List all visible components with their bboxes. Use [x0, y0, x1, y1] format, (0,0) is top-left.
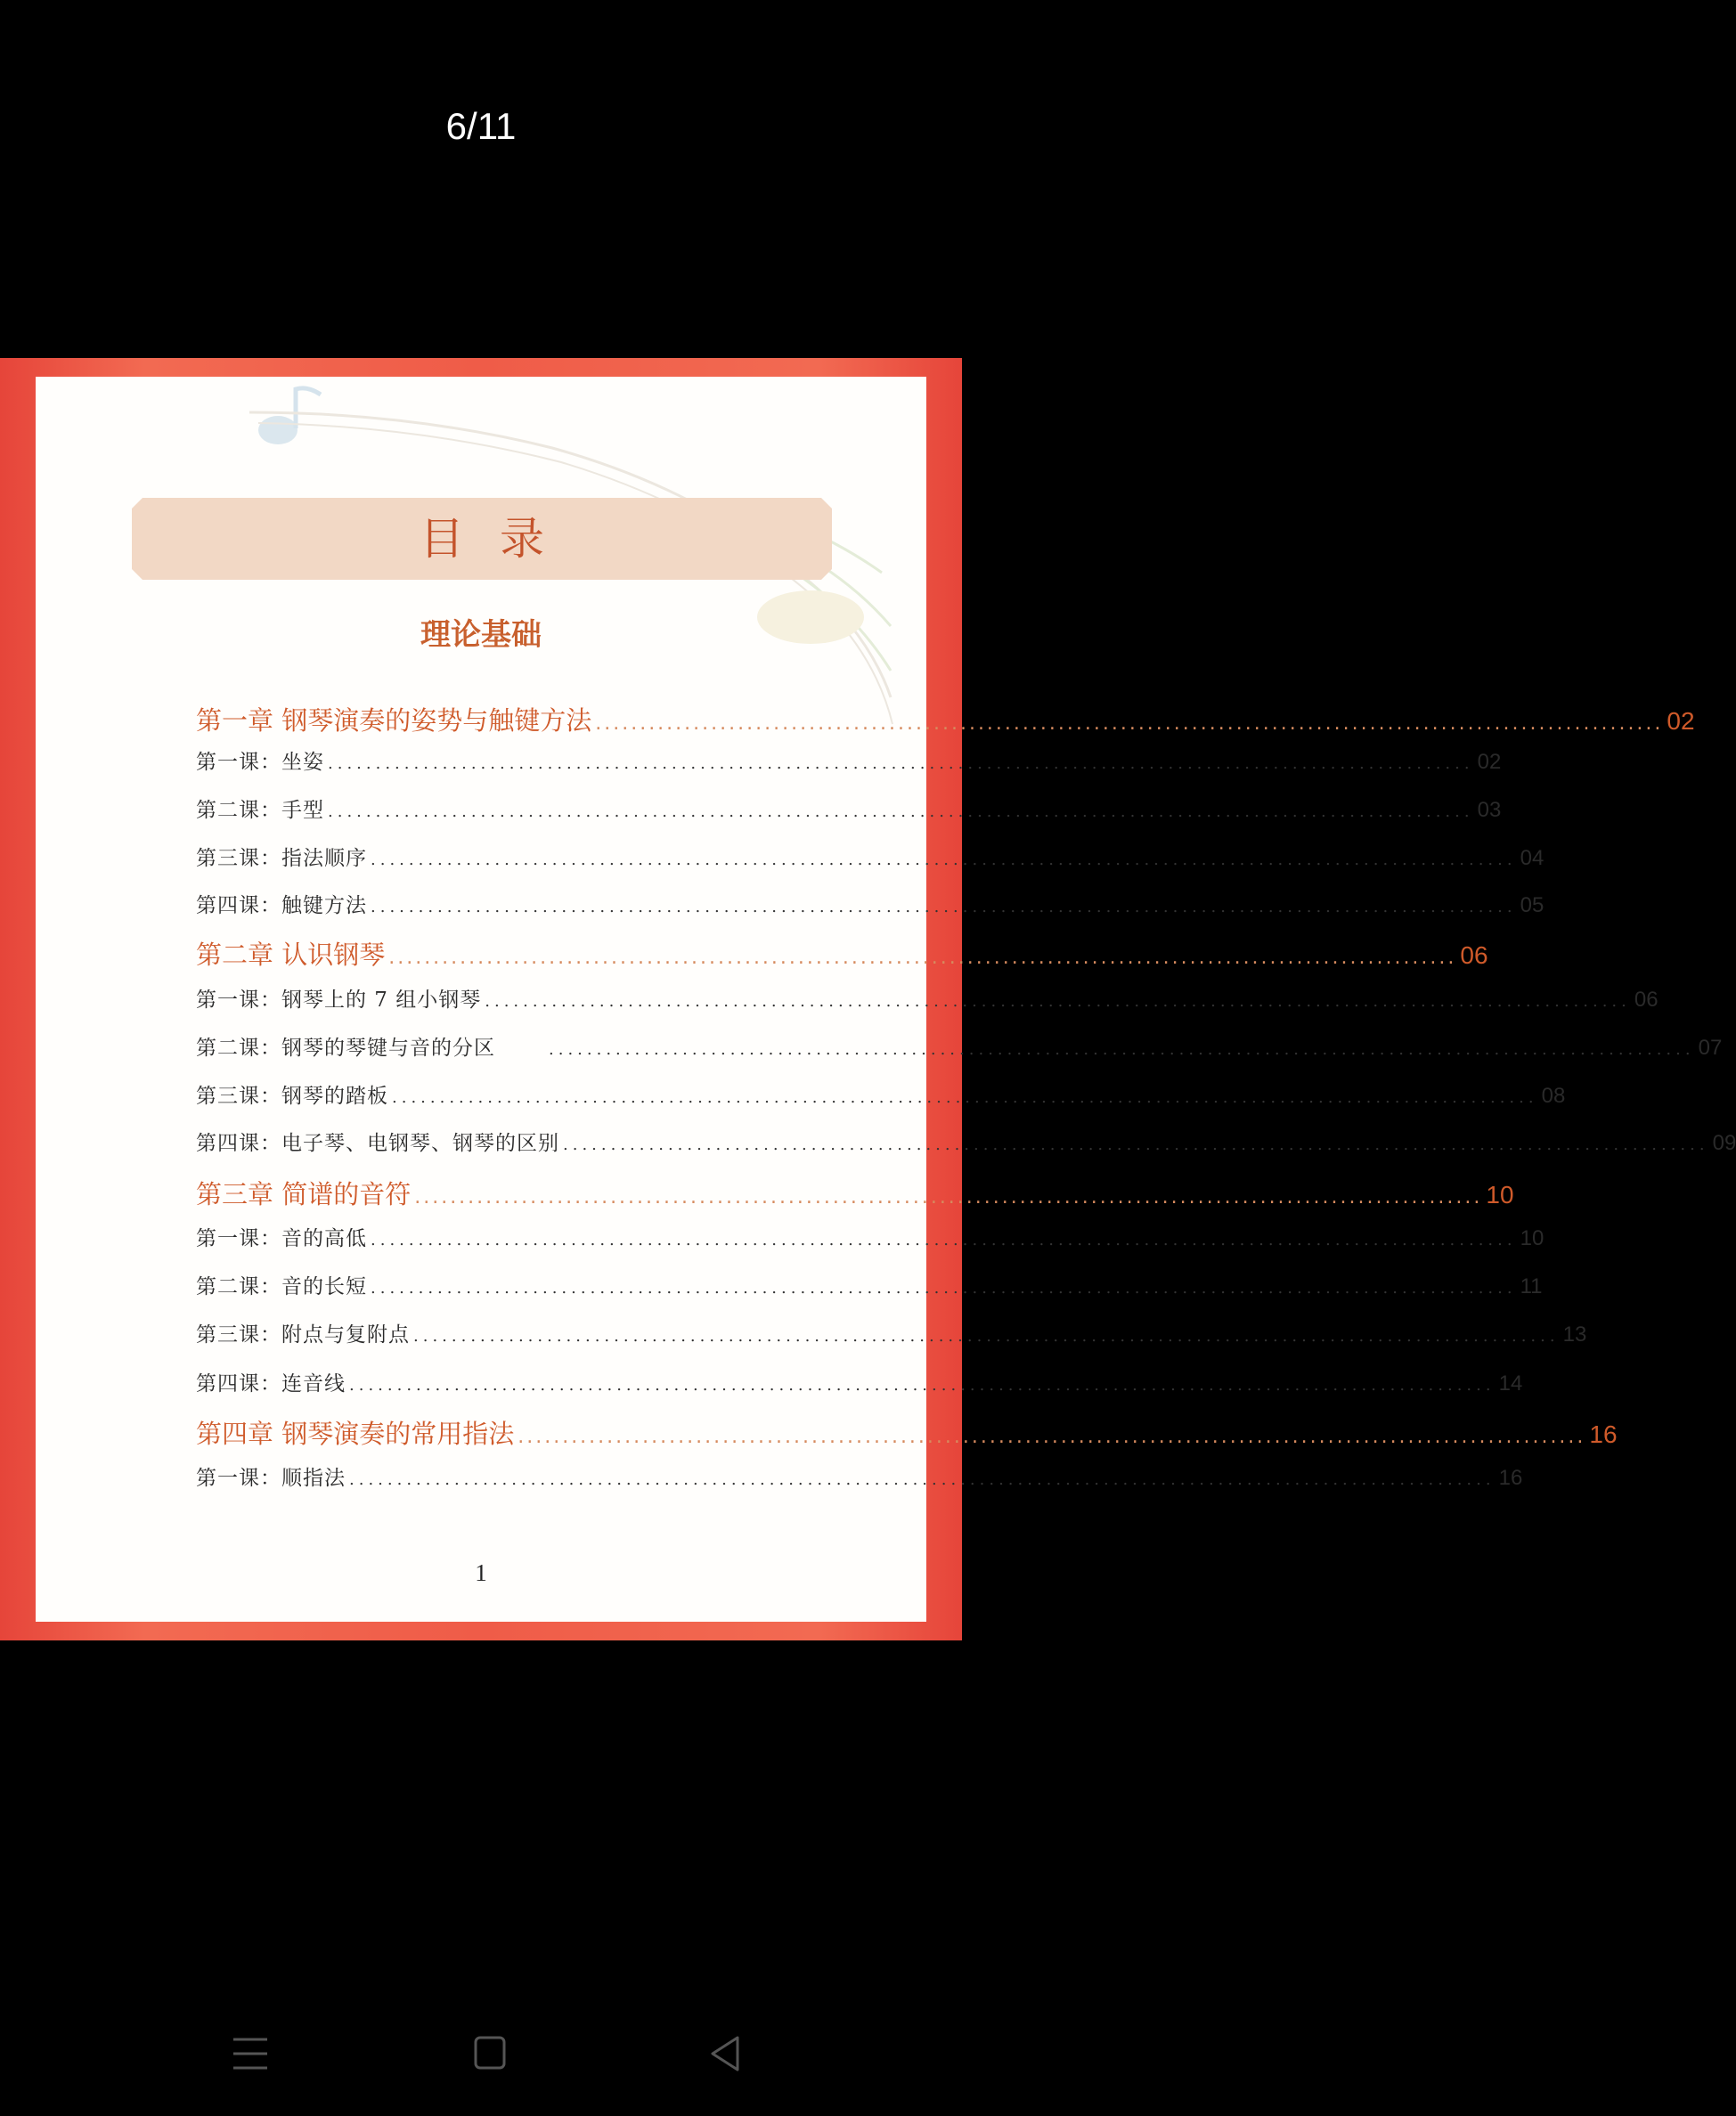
leader-dots: ........................................................................................................................	[549, 1040, 1695, 1059]
section-subtitle: 理论基础	[420, 617, 542, 653]
leader-dots: ........................................................................................................................	[328, 754, 1474, 773]
lesson-title: 第二课：音的长短	[196, 1275, 367, 1298]
toc-chapter-row	[196, 701, 1695, 737]
leader-dots: ........................................................................................................................	[414, 1186, 1483, 1209]
toc-lesson-row	[196, 1367, 1523, 1396]
lesson-title: 第三课：附点与复附点	[196, 1323, 410, 1347]
toc-page-number: 02	[1667, 707, 1695, 735]
lesson-title: 第二课：手型	[196, 799, 324, 822]
lesson-title: 第一课：顺指法	[196, 1467, 346, 1490]
toc-lesson-row	[196, 1079, 1566, 1109]
toc-chapter-row	[196, 935, 1488, 972]
toc-page-number: 11	[1520, 1274, 1543, 1298]
leader-dots: ........................................................................................................................	[388, 947, 1457, 969]
lesson-title: 第四课：触键方法	[196, 894, 367, 917]
toc-lesson-row	[196, 745, 1502, 775]
lesson-title: 第二课：钢琴的琴键与音的分区	[196, 1037, 495, 1060]
home-square-icon[interactable]	[472, 2034, 508, 2073]
page-counter: 6/11	[445, 105, 517, 147]
toc-lesson-row	[196, 983, 1659, 1013]
chapter-title: 第一章 钢琴演奏的姿势与触键方法	[196, 705, 592, 736]
toc-lesson-row	[196, 889, 1544, 918]
toc-lesson-row	[196, 1127, 1736, 1156]
chapter-title: 第四章 钢琴演奏的常用指法	[196, 1419, 515, 1449]
leader-dots: ........................................................................................................................	[349, 1376, 1496, 1395]
toc-page-number: 09	[1712, 1131, 1736, 1155]
document-page[interactable]	[36, 377, 1736, 1622]
toc-lesson-row	[196, 794, 1502, 823]
toc-chapter-row	[196, 1414, 1618, 1451]
toc-page-number: 16	[1589, 1420, 1618, 1448]
toc-page-number: 02	[1477, 750, 1502, 774]
toc-page-number: 16	[1498, 1466, 1523, 1490]
toc-lesson-row	[196, 1031, 1723, 1061]
lesson-title: 第一课：音的高低	[196, 1227, 367, 1250]
leader-dots: ........................................................................................................................	[392, 1088, 1538, 1107]
leader-dots: ........................................................................................................................	[595, 712, 1664, 735]
music-note-icon	[258, 416, 297, 444]
leader-dots: ........................................................................................................................	[349, 1470, 1496, 1489]
toc-page-number: 10	[1520, 1226, 1544, 1250]
toc-page-number: 05	[1520, 893, 1544, 917]
menu-icon[interactable]	[232, 2034, 269, 2073]
toc-lesson-row	[196, 1461, 1523, 1491]
leader-dots: ........................................................................................................................	[371, 850, 1517, 869]
leader-dots: ........................................................................................................................	[518, 1426, 1586, 1448]
contents-title: 目录	[420, 513, 580, 565]
leader-dots: ........................................................................................................................	[328, 802, 1474, 821]
lesson-title: 第一课：坐姿	[196, 751, 324, 774]
system-navigation-bar	[0, 1998, 962, 2116]
toc-page-number: 06	[1634, 988, 1659, 1012]
leader-dots: ........................................................................................................................	[371, 1279, 1517, 1298]
toc-chapter-row	[196, 1175, 1514, 1211]
toc-page-number: 03	[1477, 798, 1502, 822]
lesson-title: 第三课：钢琴的踏板	[196, 1085, 388, 1108]
leader-dots: ........................................................................................................................	[371, 898, 1517, 916]
toc-lesson-row	[196, 1318, 1587, 1347]
leader-dots: ........................................................................................................................	[371, 1231, 1517, 1249]
lesson-title: 第四课：电子琴、电钢琴、钢琴的区别	[196, 1132, 559, 1155]
toc-page-number: 10	[1486, 1181, 1514, 1209]
toc-page-number: 08	[1541, 1084, 1566, 1108]
page-number: 1	[475, 1559, 487, 1586]
chapter-title: 第三章 简谱的音符	[196, 1179, 412, 1209]
toc-lesson-row	[196, 842, 1544, 871]
lesson-title: 第四课：连音线	[196, 1372, 346, 1396]
lesson-title: 第一课：钢琴上的 7 组小钢琴	[196, 989, 482, 1012]
leader-dots: ........................................................................................................................	[563, 1135, 1709, 1154]
leader-dots: ........................................................................................................................	[485, 992, 1631, 1011]
toc-page-number: 06	[1460, 941, 1488, 969]
back-triangle-icon[interactable]	[707, 2034, 743, 2073]
lesson-title: 第三课：指法顺序	[196, 847, 367, 870]
chapter-title: 第二章 认识钢琴	[196, 940, 386, 970]
leader-dots: ........................................................................................................................	[413, 1327, 1560, 1346]
toc-page-number: 13	[1562, 1322, 1587, 1347]
toc-page-number: 07	[1698, 1036, 1723, 1060]
toc-lesson-row	[196, 1270, 1543, 1299]
toc-page-number: 04	[1520, 846, 1544, 870]
toc-lesson-row	[196, 1222, 1544, 1251]
toc-page-number: 14	[1498, 1371, 1523, 1396]
